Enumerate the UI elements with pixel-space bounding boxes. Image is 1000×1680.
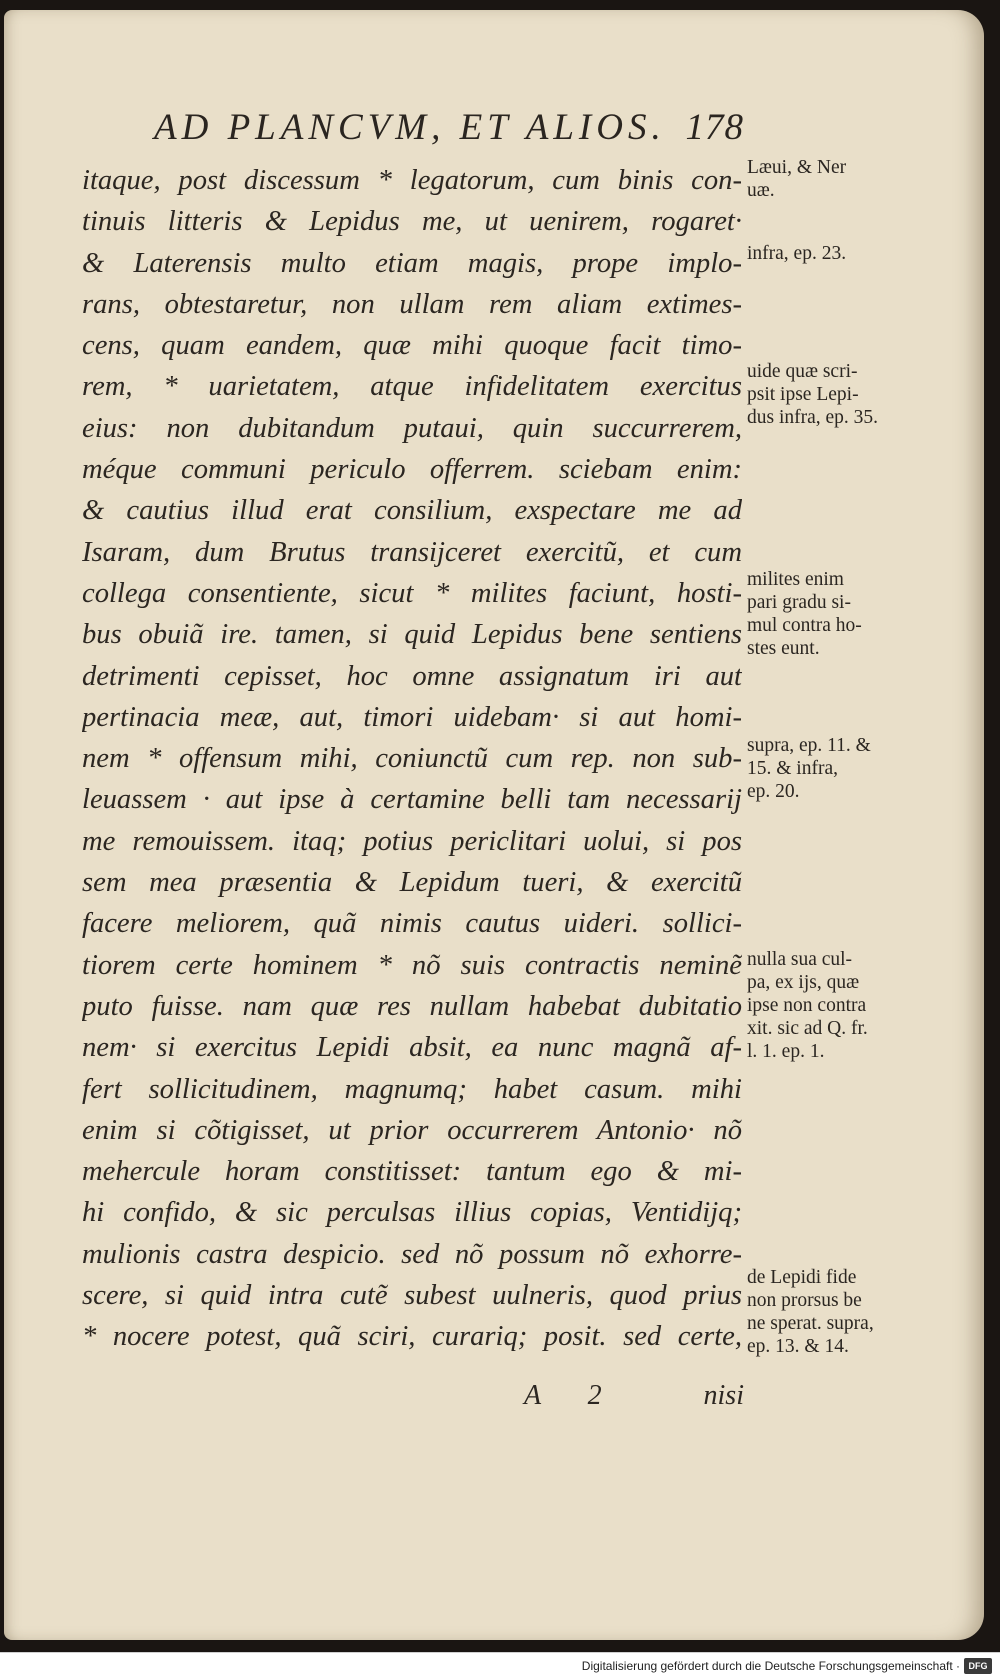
page-number: 178: [685, 107, 744, 148]
margin-note: [747, 1266, 937, 1358]
margin-note-line: pari gradu si-: [747, 592, 851, 613]
text-line: méque communi periculo offerrem. sciebam enim:: [82, 454, 742, 486]
funding-credit: Digitalisierung gefördert durch die Deutsche Forschungsgemeinschaft ·: [581, 1659, 960, 1673]
margin-note-line: uide quæ scri-: [747, 361, 858, 382]
book-page: [4, 10, 984, 1640]
margin-note-line: milites enim: [747, 569, 844, 590]
text-line: scere, si quid intra cutẽ subest uulneris, quod prius: [82, 1280, 742, 1312]
margin-note-line: ep. 20.: [747, 781, 800, 802]
text-line: & cautius illud erat consilium, exspectare me ad: [82, 495, 742, 527]
margin-note-line: stes eunt.: [747, 638, 820, 659]
text-line: Isaram, dum Brutus transijceret exercitũ, et cum: [82, 536, 742, 568]
margin-note-line: ep. 13. & 14.: [747, 1336, 849, 1357]
margin-note-line: de Lepidi fide: [747, 1267, 857, 1288]
catchword-line: [524, 1380, 744, 1420]
text-line: hi confido, & sic perculsas illius copias, Ventidijq;: [82, 1197, 742, 1229]
text-line: eius: non dubitandum putaui, quin succurrerem,: [82, 412, 742, 444]
margin-note: [747, 360, 937, 429]
running-head-title: AD PLANCVM, ET ALIOS.: [154, 107, 666, 148]
footer-bar: [0, 1652, 1000, 1680]
catchword: nisi: [703, 1380, 744, 1411]
text-line: itaque, post discessum * legatorum, cum binis con-: [82, 165, 742, 196]
text-line: sem mea præsentia & Lepidum tueri, & exercitũ: [82, 867, 742, 899]
margin-note-line: Læui, & Ner: [747, 157, 847, 178]
margin-note-line: ipse non contra: [747, 995, 867, 1016]
text-line: tinuis litteris & Lepidus me, ut uenirem, rogaret·: [82, 206, 742, 238]
margin-note-line: psit ipse Lepi-: [747, 384, 859, 405]
text-line: detrimenti cepisset, hoc omne assignatum iri aut: [82, 660, 742, 692]
margin-note: [747, 568, 937, 660]
margin-note-line: supra, ep. 11. &: [747, 735, 871, 756]
margin-note-line: l. 1. ep. 1.: [747, 1041, 825, 1062]
margin-note-line: xit. sic ad Q. fr.: [747, 1018, 868, 1039]
margin-note-line: 15. & infra,: [747, 758, 838, 779]
text-line: & Laterensis multo etiam magis, prope implo-: [82, 247, 742, 279]
margin-note: [747, 734, 937, 803]
margin-note: [747, 156, 937, 202]
text-line: tiorem certe hominem * nõ suis contractis neminẽ: [82, 949, 742, 981]
text-line: rans, obtestaretur, non ullam rem aliam extimes-: [82, 288, 742, 320]
margin-note-line: ne sperat. supra,: [747, 1313, 874, 1334]
body-text: [82, 160, 742, 1358]
text-line: facere meliorem, quã nimis cautus uideri. sollici-: [82, 908, 742, 940]
text-line: * nocere potest, quã sciri, curariq; posit. sed certe,: [82, 1321, 742, 1353]
margin-note-line: dus infra, ep. 35.: [747, 407, 879, 428]
margin-note: [747, 242, 937, 265]
text-line: fert sollicitudinem, magnumq; habet casum. mihi: [82, 1073, 742, 1105]
margin-note: [747, 948, 937, 1063]
text-line: nem * offensum mihi, coniunctũ cum rep. non sub-: [82, 743, 742, 775]
margin-note-line: non prorsus be: [747, 1290, 862, 1311]
margin-note-line: mul contra ho-: [747, 615, 862, 636]
text-line: mehercule horam constitisset: tantum ego & mi-: [82, 1156, 742, 1188]
text-line: mulionis castra despicio. sed nõ possum nõ exhorre-: [82, 1238, 742, 1270]
text-line: bus obuiã ire. tamen, si quid Lepidus bene sentiens: [82, 619, 742, 651]
text-line: cens, quam eandem, quæ mihi quoque facit timo-: [82, 330, 742, 362]
text-line: rem, * uarietatem, atque infidelitatem exercitus: [82, 371, 742, 403]
dfg-logo-icon: DFG: [964, 1658, 992, 1674]
text-line: pertinacia meæ, aut, timori uidebam· si aut homi-: [82, 701, 742, 733]
running-head: [154, 106, 744, 154]
margin-note-line: nulla sua cul-: [747, 949, 853, 970]
text-line: puto fuisse. nam quæ res nullam habebat dubitatio: [82, 990, 742, 1022]
text-line: enim si cõtigisset, ut prior occurrerem Antonio· nõ: [82, 1114, 742, 1146]
margin-note-line: infra, ep. 23.: [747, 243, 847, 264]
margin-note-line: pa, ex ijs, quæ: [747, 972, 860, 993]
text-line: leuassem · aut ipse à certamine belli tam necessarij: [82, 784, 742, 816]
text-line: me remouissem. itaq; potius periclitari uolui, si pos: [82, 825, 742, 857]
text-line: nem· si exercitus Lepidi absit, ea nunc magnã af-: [82, 1032, 742, 1064]
signature-mark: A 2: [524, 1380, 622, 1411]
margin-note-line: uæ.: [747, 180, 775, 201]
text-line: collega consentiente, sicut * milites faciunt, hosti-: [82, 577, 742, 609]
